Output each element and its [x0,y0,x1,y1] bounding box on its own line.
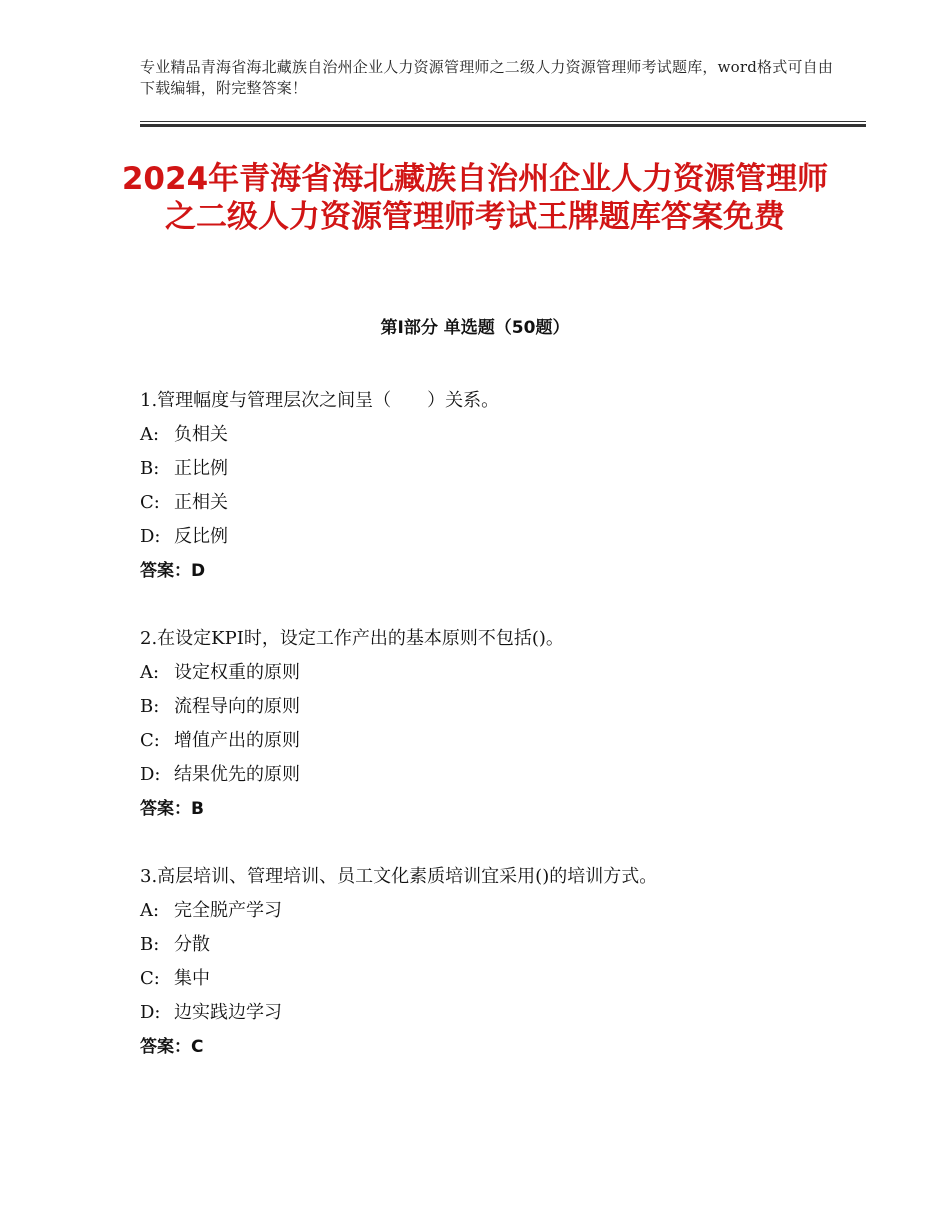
option-key: A: [140,424,160,445]
option-b [140,452,840,486]
option-key: C: [140,730,160,751]
question-1 [140,384,840,588]
question-stem: 3.高层培训、管理培训、员工文化素质培训宜采用()的培训方式。 [140,866,658,887]
option-c [140,486,840,520]
question-2 [140,622,840,826]
option-c [140,724,840,758]
option-key: B: [140,696,160,717]
option-a [140,418,840,452]
option-key: A: [140,662,160,683]
option-text: 完全脱产学习 [174,900,282,921]
section-title: 第Ⅰ部分 单选题（50题） [380,318,570,338]
option-key: B: [140,934,160,955]
option-text: 负相关 [174,424,228,445]
answer-line: 答案：B [140,799,204,819]
option-text: 设定权重的原则 [174,662,300,683]
option-c [140,962,840,996]
option-text: 正比例 [174,458,228,479]
answer-line: 答案：D [140,561,206,581]
option-key: D: [140,764,161,785]
option-d [140,520,840,554]
option-text: 流程导向的原则 [174,696,300,717]
option-key: D: [140,1002,161,1023]
option-key: C: [140,492,160,513]
option-text: 增值产出的原则 [174,730,300,751]
header-divider-thick [140,124,866,127]
option-text: 分散 [174,934,210,955]
option-d [140,758,840,792]
answer-line: 答案：C [140,1037,204,1057]
document-title: 2024年青海省海北藏族自治州企业人力资源管理师之二级人力资源管理师考试王牌题库答案免费 [121,161,829,235]
option-key: B: [140,458,160,479]
question-stem: 1.管理幅度与管理层次之间呈（ ）关系。 [140,390,500,411]
question-list [140,384,840,1098]
option-text: 反比例 [174,526,228,547]
header-note: 专业精品青海省海北藏族自治州企业人力资源管理师之二级人力资源管理师考试题库，word格式可自由下载编辑，附完整答案！ [140,58,834,97]
option-text: 结果优先的原则 [174,764,300,785]
option-text: 集中 [174,968,210,989]
option-key: C: [140,968,160,989]
option-b [140,928,840,962]
option-key: D: [140,526,161,547]
option-d [140,996,840,1030]
question-3 [140,860,840,1064]
option-a [140,894,840,928]
option-b [140,690,840,724]
option-a [140,656,840,690]
option-text: 正相关 [174,492,228,513]
question-stem: 2.在设定KPI时，设定工作产出的基本原则不包括()。 [140,628,564,649]
option-text: 边实践边学习 [174,1002,282,1023]
header-divider-thin [140,121,866,122]
option-key: A: [140,900,160,921]
